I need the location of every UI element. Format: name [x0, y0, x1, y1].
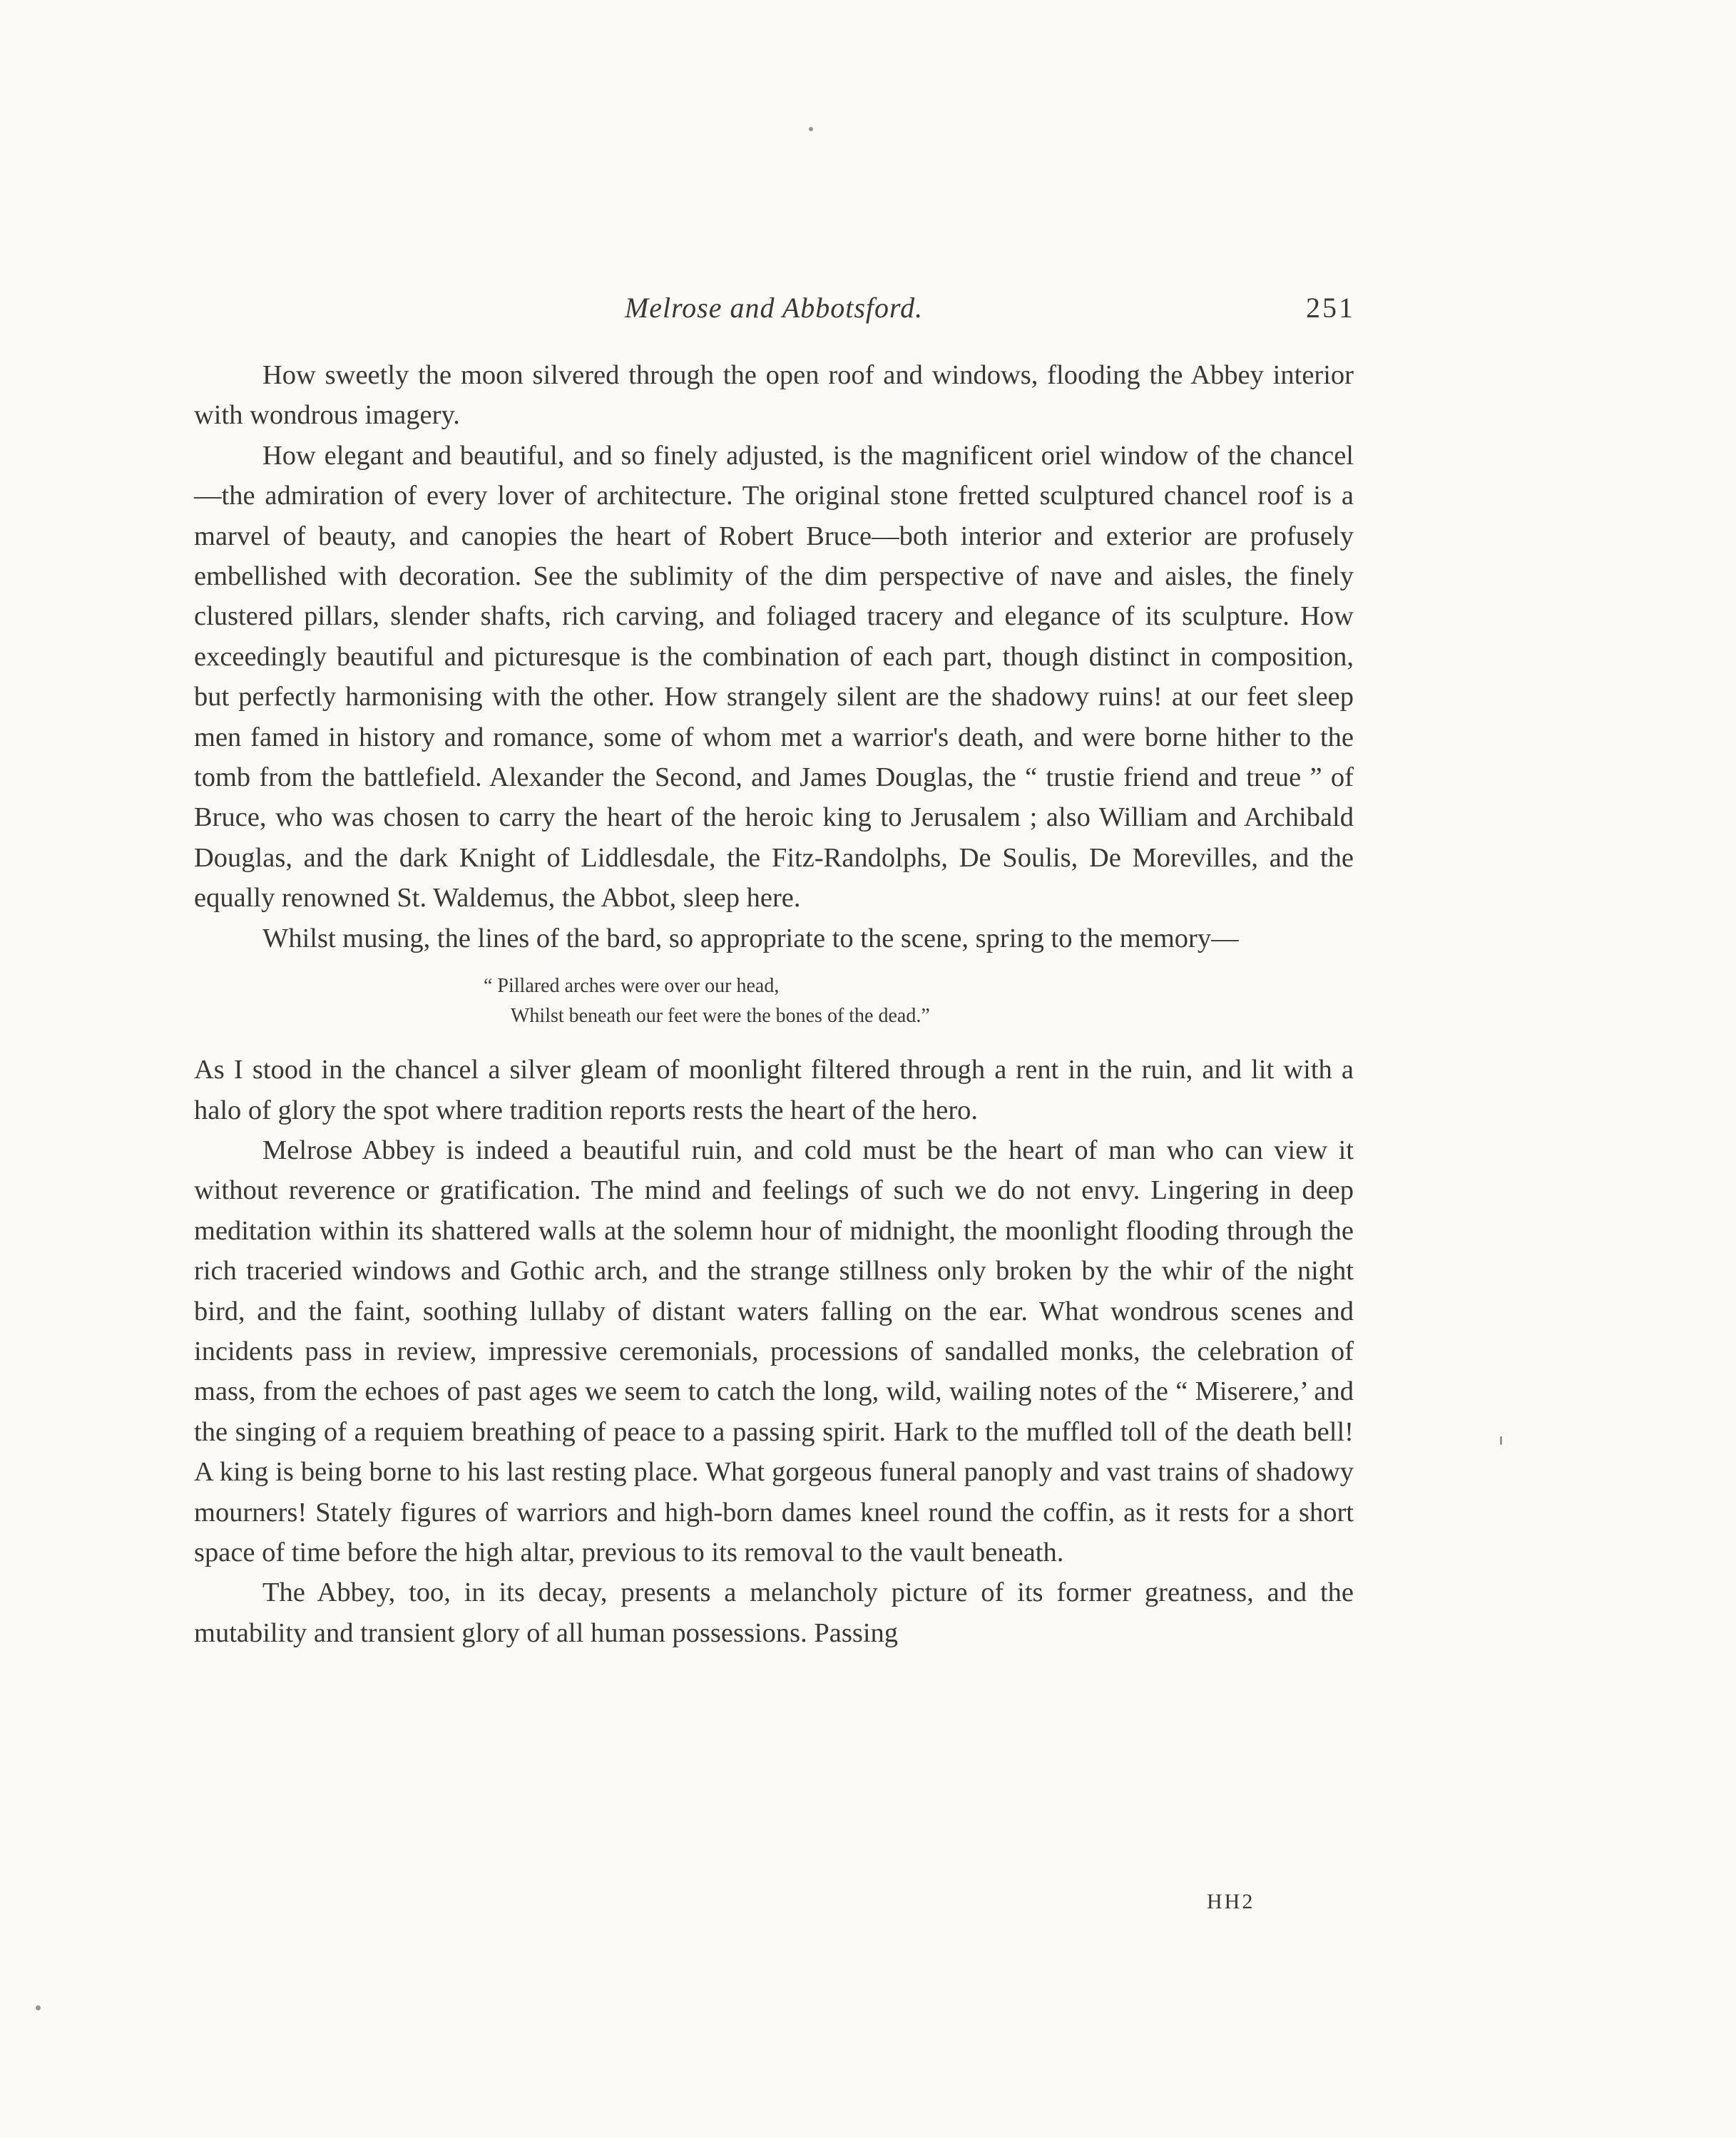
- running-head: [193, 291, 1355, 334]
- paper-speck: [809, 127, 813, 131]
- verse-line-1: “ Pillared arches were over our head,: [484, 975, 780, 998]
- verse-line-2: Whilst beneath our feet were the bones of the dead.”: [511, 1005, 930, 1028]
- verse-quotation: [194, 971, 1354, 1031]
- paragraph-moon-silvered: How sweetly the moon silvered through the open roof and windows, flooding the Abbey interior with wondrous imagery.: [194, 360, 1354, 431]
- page-number: 251: [1306, 292, 1355, 324]
- paper-speck: [1500, 1436, 1502, 1445]
- paper-speck: [36, 2005, 41, 2010]
- signature-mark: HH2: [1207, 1890, 1255, 1913]
- paragraph-chancel-gleam: As I stood in the chancel a silver gleam of moonlight filtered through a rent in the ruin, and lit with a halo of glory the spot where tradition reports rests the heart of the hero.: [194, 1055, 1354, 1125]
- body-text: [194, 355, 1354, 1653]
- paragraph-whilst-musing: Whilst musing, the lines of the bard, so appropriate to the scene, spring to the memory—: [262, 923, 1239, 953]
- running-title: Melrose and Abbotsford.: [624, 292, 924, 324]
- paragraph-oriel-window: How elegant and beautiful, and so finely adjusted, is the magnificent oriel window of the chancel—the admiration of every lover of architecture. The original stone fretted sculptured chancel roof is a marvel of beauty, and canopies the heart of Robert Bruce—both interior and exterior are profusely embellished with decoration. See the sublimity of the dim perspective of nave and aisles, the finely clustered pillars, slender shafts, rich carving, and foliaged tracery and elegance of its sculpture. How exceedingly beautiful and picturesque is the combination of each part, though distinct in composition, but perfectly harmonising with the other. How strangely silent are the shadowy ruins! at our feet sleep men famed in history and romance, some of whom met a warrior's death, and were borne hither to the tomb from the battlefield. Alexander the Second, and James Douglas, the “ trustie friend and treue ” of Bruce, who was chosen to carry the heart of the heroic king to Jerusalem ; also William and Archibald Douglas, and the dark Knight of Liddlesdale, the Fitz-Randolphs, De Soulis, De Morevilles, and the equally renowned St. Waldemus, the Abbot, sleep here.: [194, 440, 1354, 914]
- paragraph-beautiful-ruin: Melrose Abbey is indeed a beautiful ruin, and cold must be the heart of man who can view it without reverence or gratification. The mind and feelings of such we do not envy. Lingering in deep meditation within its shattered walls at the solemn hour of midnight, the moonlight flooding through the rich traceried windows and Gothic arch, and the strange stillness only broken by the whir of the night bird, and the faint, soothing lullaby of distant waters falling on the ear. What wondrous scenes and incidents pass in review, impressive ceremonials, processions of sandalled monks, the celebration of mass, from the echoes of past ages we seem to catch the long, wild, wailing notes of the “ Miserere,’ and the singing of a requiem breathing of peace to a passing spirit. Hark to the muffled toll of the death bell! A king is being borne to his last resting place. What gorgeous funeral panoply and vast trains of shadowy mourners! Stately figures of warriors and high-born dames kneel round the coffin, as it rests for a short space of time before the high altar, previous to its removal to the vault beneath.: [194, 1135, 1354, 1567]
- paragraph-abbey-decay: The Abbey, too, in its decay, presents a melancholy picture of its former greatness, and the mutability and transient glory of all human possessions. Passing: [194, 1577, 1354, 1648]
